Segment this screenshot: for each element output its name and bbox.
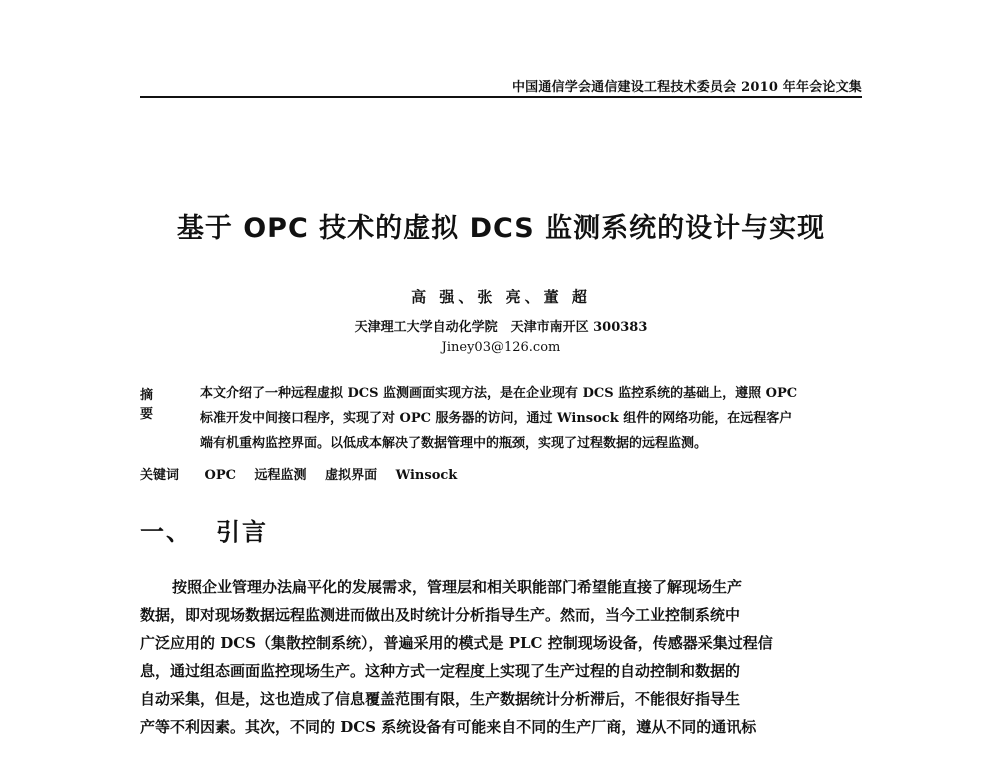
running-header: 中国通信学会通信建设工程技术委员会 2010 年年会论文集 [511,80,862,95]
body-line: 息，通过组态画面监控现场生产。这种方式一定程度上实现了生产过程的自动控制和数据的 [140,662,741,680]
author-affiliation: 天津理工大学自动化学院 天津市南开区 300383 [354,320,648,335]
section-number: 一、 [140,518,192,546]
keywords-label: 关键词 [140,468,180,483]
section-title: 引言 [216,518,268,546]
abstract-label: 摘 要 [140,388,164,422]
abstract-body [200,384,862,459]
header-rule [140,96,862,98]
abstract-line: 本文介绍了一种远程虚拟 DCS 监测画面实现方法，是在企业现有 DCS 监控系统的基础上，遵照 OPC [200,386,798,401]
author-email: Jiney03@126.com [441,340,561,355]
keyword: Winsock [395,468,458,483]
abstract-line: 标准开发中间接口程序，实现了对 OPC 服务器的访问，通过 Winsock 组件的网络功能，在远程客户 [200,411,793,426]
section-heading [140,512,268,547]
body-line: 按照企业管理办法扁平化的发展需求，管理层和相关职能部门希望能直接了解现场生产 [172,578,743,596]
body-line: 数据，即对现场数据远程监测进而做出及时统计分析指导生产。然而，当今工业控制系统中 [140,606,741,624]
keywords-block [140,464,862,483]
abstract-line: 端有机重构监控界面。以低成本解决了数据管理中的瓶颈，实现了过程数据的远程监测。 [200,436,708,451]
body-line: 自动采集，但是，这也造成了信息覆盖范围有限，生产数据统计分析滞后，不能很好指导生 [140,690,741,708]
body-text [140,576,862,744]
keyword: OPC [204,468,236,483]
body-line: 产等不利因素。其次，不同的 DCS 系统设备有可能来自不同的生产厂商，遵从不同的通讯标 [140,718,757,736]
keyword: 远程监测 [254,468,307,483]
paper-title: 基于 OPC 技术的虚拟 DCS 监测系统的设计与实现 [176,213,826,244]
keyword: 虚拟界面 [325,468,378,483]
paper-authors: 高 强、张 亮、董 超 [411,288,591,306]
body-line: 广泛应用的 DCS（集散控制系统），普遍采用的模式是 PLC 控制现场设备，传感器采集过程信 [140,634,773,652]
